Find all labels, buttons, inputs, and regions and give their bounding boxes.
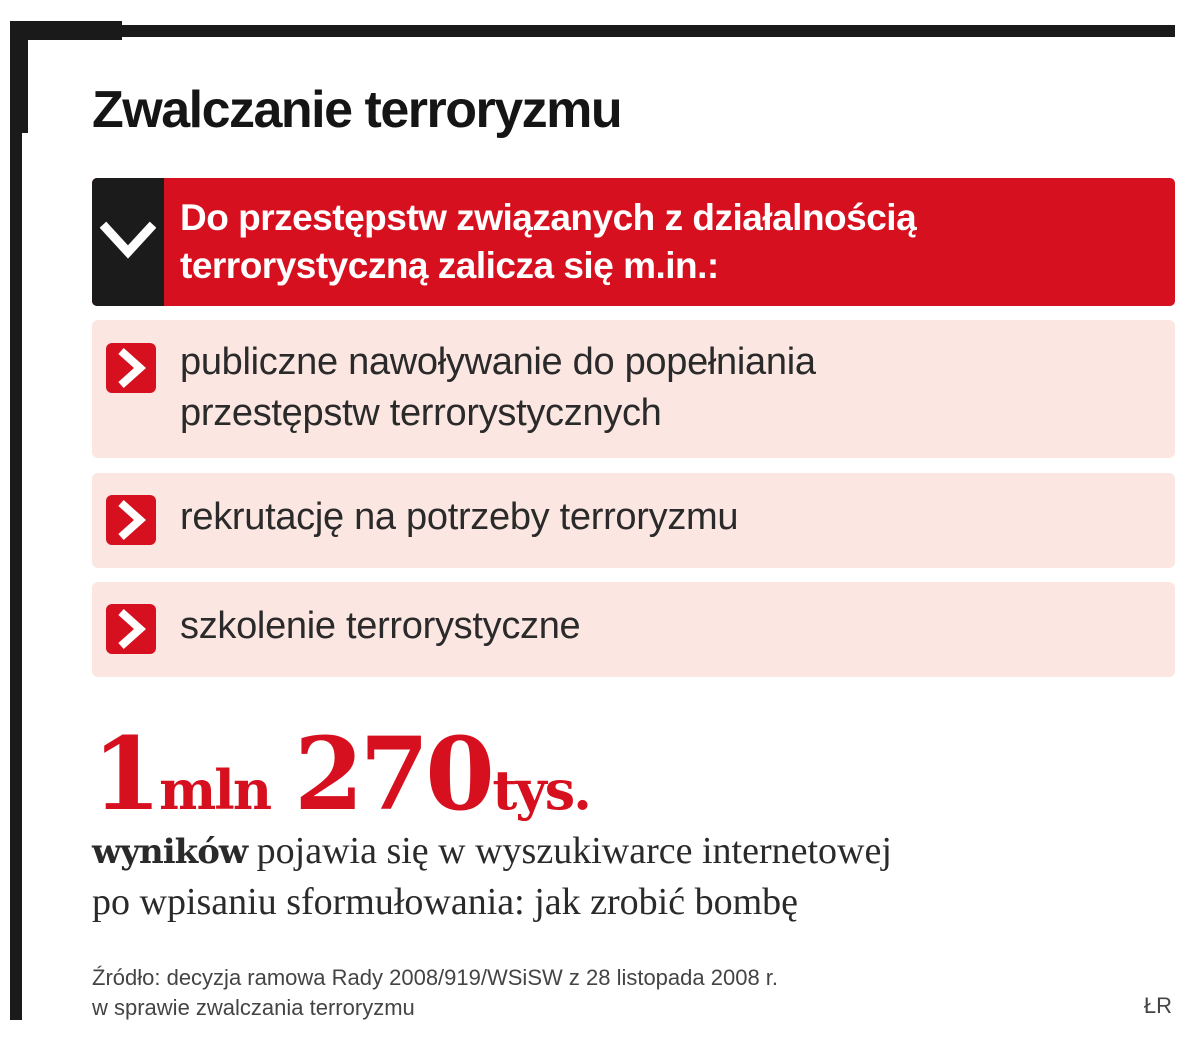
section-header xyxy=(92,178,1175,306)
list-item xyxy=(92,473,1175,568)
stat-description-bold: wyników xyxy=(92,832,248,872)
chevron-right-icon xyxy=(106,604,156,654)
bullet-box xyxy=(106,604,156,654)
header-icon-tab xyxy=(92,178,164,306)
author-initials: ŁR xyxy=(1143,993,1172,1018)
stat-unit-millions: mln xyxy=(159,758,271,822)
bullet-box xyxy=(106,343,156,393)
chevron-down-icon xyxy=(100,220,156,264)
frame-corner-left xyxy=(10,25,28,133)
list-item-line-2: przestępstw terrorystycznych xyxy=(180,392,662,434)
stat-unit-thousands: tys. xyxy=(492,758,590,822)
source-line-2: w sprawie zwalczania terroryzmu xyxy=(92,995,415,1020)
infographic-title: Zwalczanie terroryzmu xyxy=(92,81,622,139)
list-item-text: szkolenie terrorystyczne xyxy=(180,605,581,647)
header-text xyxy=(180,194,916,290)
stat-number-thousands: 270 xyxy=(294,715,491,833)
source-line-1: Źródło: decyzja ramowa Rady 2008/919/WSiSW z 28 listopada 2008 r. xyxy=(92,965,779,990)
frame-left-rule xyxy=(10,25,22,1020)
list-item-text xyxy=(180,337,816,439)
frame-top-rule xyxy=(10,25,1175,37)
source-note xyxy=(92,963,992,1023)
chevron-right-icon xyxy=(106,343,156,393)
header-line-2: terrorystyczną zalicza się m.in.: xyxy=(180,245,719,286)
list-item xyxy=(92,582,1175,677)
list-item-line-1: publiczne nawoływanie do popełniania xyxy=(180,341,816,383)
stat-description xyxy=(92,826,1142,927)
header-line-1: Do przestępstw związanych z działalnością xyxy=(180,197,917,238)
stat-description-line-2: po wpisaniu sformułowania: jak zrobić bombę xyxy=(92,881,799,923)
stat-number-millions: 1 xyxy=(92,715,158,833)
big-statistic xyxy=(92,715,590,833)
chevron-right-icon xyxy=(106,495,156,545)
list-item-text: rekrutację na potrzeby terroryzmu xyxy=(180,496,739,538)
bullet-box xyxy=(106,495,156,545)
stat-description-line-1: pojawia się w wyszukiwarce internetowej xyxy=(247,830,892,872)
list-item xyxy=(92,320,1175,458)
